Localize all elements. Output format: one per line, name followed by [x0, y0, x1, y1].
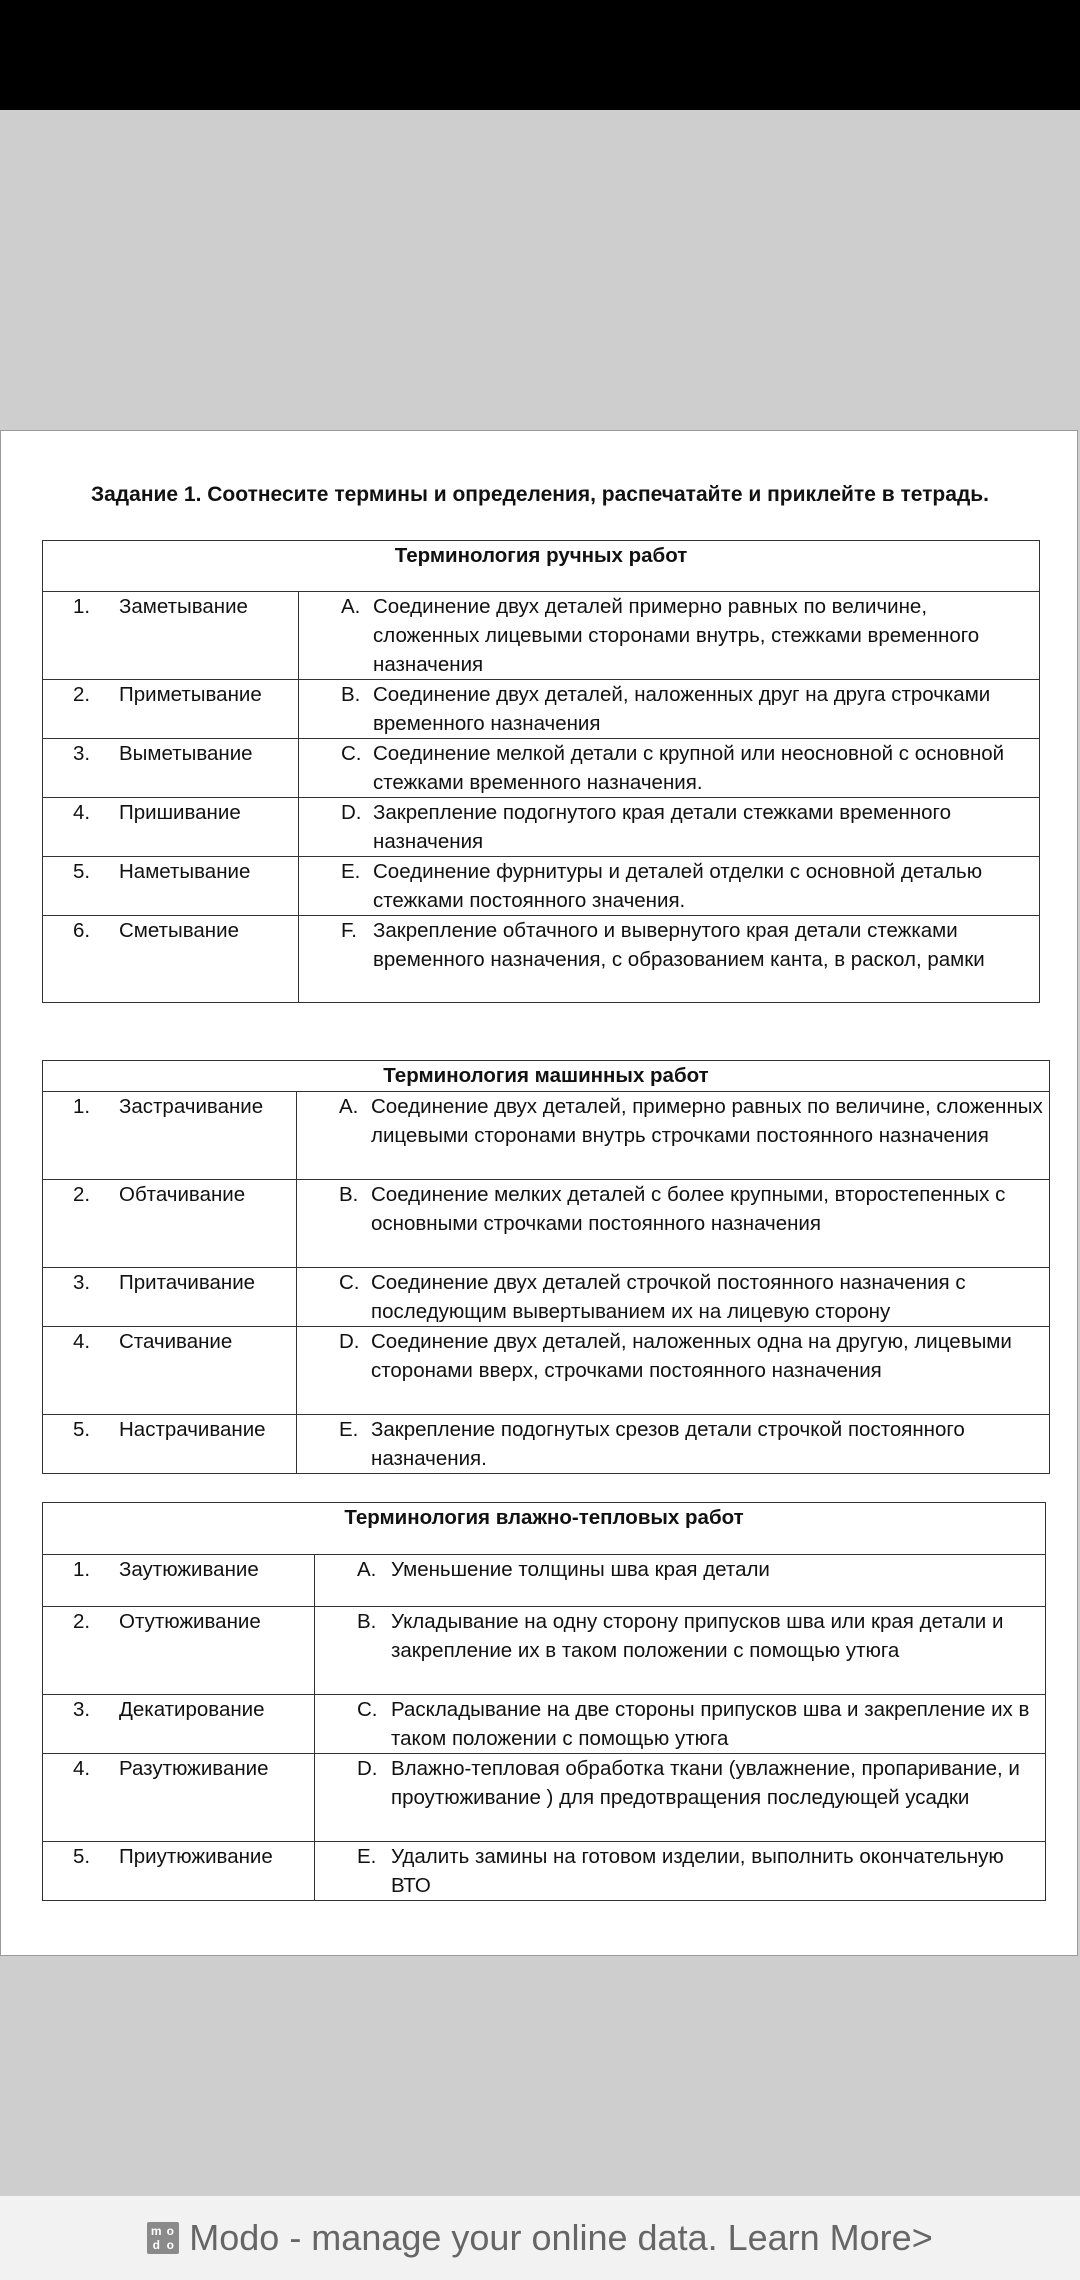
- definition-letter: B.: [339, 1183, 359, 1206]
- table-row: [43, 1268, 1050, 1327]
- table-row: [43, 1842, 1046, 1901]
- manual-work-table: [42, 540, 1040, 1003]
- term-name: Сметывание: [119, 919, 239, 942]
- table-row: [43, 1555, 1046, 1607]
- definition-letter: A.: [357, 1558, 377, 1581]
- term-number: 3.: [73, 1271, 91, 1294]
- table-row: [43, 680, 1040, 739]
- table-row: [43, 1415, 1050, 1474]
- definition-text: Соединение двух деталей строчкой постоянного назначения с последующим вывертыванием их на лицевую сторону: [371, 1271, 966, 1323]
- table-row: [43, 916, 1040, 1003]
- term-name: Застрачивание: [119, 1095, 264, 1118]
- definition-letter: D.: [339, 1330, 360, 1353]
- term-name: Заметывание: [119, 595, 248, 618]
- definition-letter: E.: [341, 860, 361, 883]
- task-title: Задание 1. Соотнесите термины и определения, распечатайте и приклейте в тетрадь.: [90, 483, 990, 506]
- term-name: Разутюживание: [119, 1757, 269, 1780]
- term-number: 2.: [73, 1183, 91, 1206]
- term-number: 6.: [73, 919, 91, 942]
- definition-letter: C.: [357, 1698, 378, 1721]
- definition-letter: D.: [341, 801, 362, 824]
- term-number: 4.: [73, 801, 91, 824]
- term-name: Приметывание: [119, 683, 262, 706]
- definition-letter: D.: [357, 1757, 378, 1780]
- machine-work-table: [42, 1060, 1050, 1474]
- term-number: 1.: [73, 1095, 91, 1118]
- definition-text: Влажно-тепловая обработка ткани (увлажнение, пропаривание, и проутюживание ) для предотвращения последующей усадки: [391, 1757, 1020, 1809]
- term-number: 2.: [73, 683, 91, 706]
- table-title: Терминология машинных работ: [43, 1061, 1050, 1092]
- term-number: 5.: [73, 1418, 91, 1441]
- definition-text: Соединение фурнитуры и деталей отделки с основной деталью стежками постоянного значения.: [373, 860, 983, 912]
- definition-letter: E.: [357, 1845, 377, 1868]
- term-name: Выметывание: [119, 742, 253, 765]
- term-number: 5.: [73, 860, 91, 883]
- term-number: 3.: [73, 742, 91, 765]
- term-name: Декатирование: [119, 1698, 265, 1721]
- definition-letter: E.: [339, 1418, 359, 1441]
- term-number: 1.: [73, 1558, 91, 1581]
- modo-logo-icon: m o d o: [147, 2222, 179, 2254]
- term-name: Приутюживание: [119, 1845, 273, 1868]
- status-bar: [0, 0, 1080, 110]
- table-row: [43, 1092, 1050, 1180]
- definition-letter: C.: [341, 742, 362, 765]
- definition-text: Уменьшение толщины шва края детали: [391, 1558, 770, 1581]
- table-row: [43, 592, 1040, 680]
- definition-text: Раскладывание на две стороны припусков шва и закрепление их в таком положении с помощью утюга: [391, 1698, 1030, 1750]
- definition-letter: B.: [341, 683, 361, 706]
- definition-text: Укладывание на одну сторону припусков шва или края детали и закрепление их в таком положении с помощью утюга: [391, 1610, 1004, 1662]
- table-row: [43, 739, 1040, 798]
- modo-ad-banner[interactable]: [0, 2196, 1080, 2280]
- table-row: [43, 1695, 1046, 1754]
- definition-letter: A.: [339, 1095, 359, 1118]
- term-name: Обтачивание: [119, 1183, 246, 1206]
- term-name: Отутюживание: [119, 1610, 261, 1633]
- term-name: Пришивание: [119, 801, 241, 824]
- definition-text: Соединение двух деталей примерно равных по величине, сложенных лицевыми сторонами внутрь, стежками временного назначения: [373, 595, 980, 676]
- table-title: Терминология влажно-тепловых работ: [43, 1503, 1046, 1555]
- definition-text: Закрепление подогнутого края детали стежками временного назначения: [373, 801, 951, 853]
- definition-text: Закрепление обтачного и вывернутого края детали стежками временного назначения, с образованием канта, в раскол, рамки: [373, 919, 985, 971]
- table-row: [43, 1607, 1046, 1695]
- document-page: [0, 430, 1078, 1956]
- definition-letter: C.: [339, 1271, 360, 1294]
- definition-text: Соединение двух деталей, примерно равных по величине, сложенных лицевыми сторонами внутрь строчками постоянного назначения: [371, 1095, 1043, 1147]
- term-number: 1.: [73, 595, 91, 618]
- definition-letter: F.: [341, 919, 357, 942]
- table-row: [43, 1754, 1046, 1842]
- term-number: 5.: [73, 1845, 91, 1868]
- definition-text: Закрепление подогнутых срезов детали строчкой постоянного назначения.: [371, 1418, 965, 1470]
- definition-letter: A.: [341, 595, 361, 618]
- term-name: Настрачивание: [119, 1418, 266, 1441]
- table-title: Терминология ручных работ: [43, 541, 1040, 592]
- term-name: Наметывание: [119, 860, 251, 883]
- definition-text: Удалить замины на готовом изделии, выполнить окончательную ВТО: [391, 1845, 1004, 1897]
- table-row: [43, 798, 1040, 857]
- wet-heat-work-table: [42, 1502, 1046, 1901]
- table-row: [43, 1327, 1050, 1415]
- term-name: Стачивание: [119, 1330, 233, 1353]
- banner-text[interactable]: Modo - manage your online data. Learn More>: [189, 2217, 933, 2258]
- term-number: 3.: [73, 1698, 91, 1721]
- definition-text: Соединение мелких деталей с более крупными, второстепенных с основными строчками постоянного назначения: [371, 1183, 1006, 1235]
- definition-text: Соединение двух деталей, наложенных одна на другую, лицевыми сторонами вверх, строчками постоянного назначения: [371, 1330, 1012, 1382]
- term-name: Притачивание: [119, 1271, 256, 1294]
- term-number: 4.: [73, 1757, 91, 1780]
- definition-letter: B.: [357, 1610, 377, 1633]
- definition-text: Соединение двух деталей, наложенных друг на друга строчками временного назначения: [373, 683, 991, 735]
- term-name: Заутюживание: [119, 1558, 259, 1581]
- table-row: [43, 1180, 1050, 1268]
- definition-text: Соединение мелкой детали с крупной или неосновной с основной стежками временного назначения.: [373, 742, 1005, 794]
- table-row: [43, 857, 1040, 916]
- term-number: 4.: [73, 1330, 91, 1353]
- term-number: 2.: [73, 1610, 91, 1633]
